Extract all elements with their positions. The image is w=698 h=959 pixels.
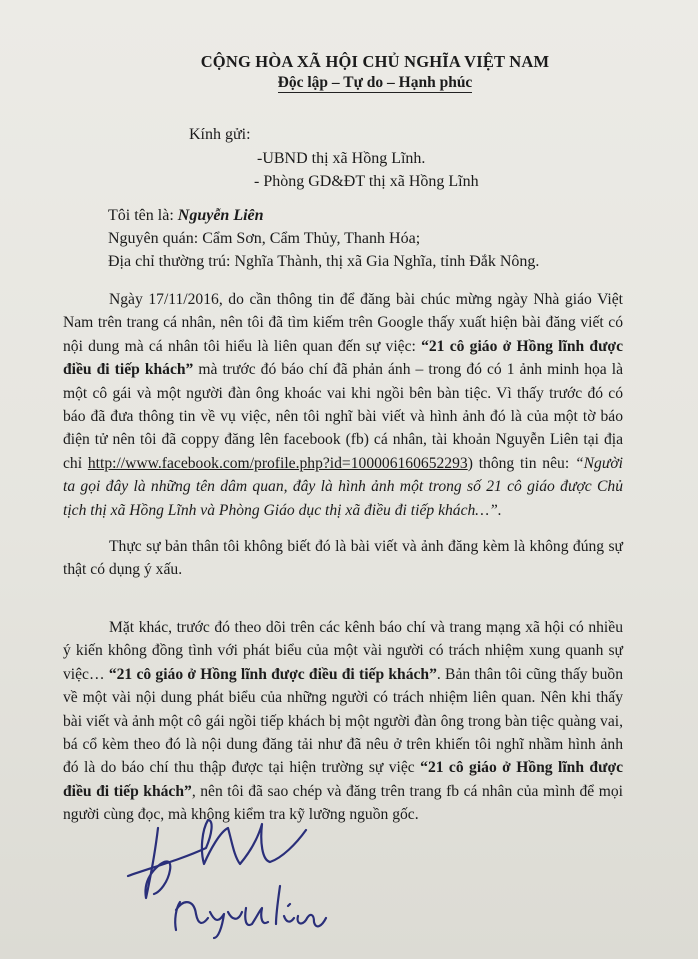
p1-italic-quote: “Người ta gọi đây là những tên dâm quan, đây là hình ảnh một trong số 21 cô giáo được Chủ tịch thị xã Hồng Lĩnh và Phòng Giáo dục thị xã điều đi tiếp khách…”. bbox=[63, 454, 623, 519]
sender-address: Địa chỉ thường trú: Nghĩa Thành, thị xã Gia Nghĩa, tỉnh Đắk Nông. bbox=[108, 253, 540, 270]
signature-stroke-5 bbox=[276, 886, 326, 926]
national-motto bbox=[0, 74, 698, 92]
recipient-ubnd: -UBND thị xã Hồng Lĩnh. bbox=[257, 150, 426, 167]
greeting: Kính gửi: bbox=[189, 126, 251, 143]
p1-text-a: Ngày 17/11/2016, do cần thông tin để đăng bài chúc mừng ngày Nhà giáo Việt Nam trên trang cá nhân, nên tôi đã tìm kiếm trên Google thấy xuất hiện bài đăng viết có nội dung mà cá nhân tôi hiểu là liên quan đến sự việc: bbox=[63, 291, 623, 355]
p1-text-b: mà trước đó báo chí đã phản ánh – trong đó có 1 ảnh minh họa là một cô gái và một người đàn ông khoác vai khi ngồi bên bàn tiệc. Vì thấy trước đó có báo đã đưa thông tin về vụ việc, nên tôi nghĩ bài viết và hình ảnh đó là của một tờ báo điện tử nên tôi đã coppy đăng lên facebook (fb) cá nhân, tài khoản Nguyễn Liên tại địa chỉ bbox=[63, 361, 623, 472]
p3-text-a: Mặt khác, trước đó theo dõi trên các kênh báo chí và trang mạng xã hội có nhiều ý kiến không đồng tình với phát biểu của một vài người có trách nhiệm xung quanh sự việc… bbox=[63, 619, 623, 683]
letter-header bbox=[0, 52, 698, 92]
p1-text-c: ) thông tin nêu: bbox=[467, 454, 575, 472]
motto-text: Độc lập – Tự do – Hạnh phúc bbox=[277, 74, 473, 91]
signature-stroke-3 bbox=[175, 902, 208, 930]
p3-text-b: . Bản thân tôi cũng thấy buồn về một vài nội dung phát biểu của những người có trách nhiệm liên quan. Nên khi thấy bài viết và ảnh một cô gái ngồi tiếp khách bị một người đàn ông trong bàn tiệc quàng vai, bá cổ kèm theo đó là nội dung đăng tải như đã nêu ở trên khiến tôi nghĩ nhầm hình ảnh đó là do báo chí thu thập được tại hiện trường sự việc bbox=[63, 665, 623, 777]
sender-intro bbox=[108, 204, 539, 273]
sender-origin: Nguyên quán: Cẩm Sơn, Cẩm Thủy, Thanh Hóa; bbox=[108, 230, 421, 247]
handwritten-signature bbox=[110, 790, 350, 940]
paragraph-1 bbox=[63, 288, 623, 522]
paragraph-2: Thực sự bản thân tôi không biết đó là bài viết và ảnh đăng kèm là không đúng sự thật có dụng ý xấu. bbox=[63, 538, 623, 579]
p3-bold-quote-1: “21 cô giáo ở Hồng lĩnh được điều đi tiếp khách” bbox=[108, 665, 437, 683]
national-title: CỘNG HÒA XÃ HỘI CHỦ NGHĨA VIỆT NAM bbox=[200, 52, 550, 71]
sender-name: Nguyễn Liên bbox=[177, 207, 264, 224]
p3-text-c: , nên tôi đã sao chép và đăng trên trang fb cá nhân của mình để mọi người cùng đọc, mà không kiểm tra kỹ lưỡng nguồn gốc. bbox=[63, 782, 624, 824]
p3-bold-quote-2: “21 cô giáo ở Hồng lĩnh được điều đi tiếp khách” bbox=[63, 759, 623, 800]
p1-bold-quote: “21 cô giáo ở Hồng lĩnh được điều đi tiếp khách” bbox=[63, 337, 623, 379]
signature-stroke-4 bbox=[210, 908, 268, 938]
name-label: Tôi tên là: bbox=[108, 207, 178, 224]
recipient-phong-gddt: - Phòng GD&ĐT thị xã Hồng Lĩnh bbox=[254, 173, 479, 190]
facebook-profile-link: http://www.facebook.com/profile.php?id=100006160652293 bbox=[87, 454, 468, 472]
sender-name-line bbox=[108, 204, 539, 227]
